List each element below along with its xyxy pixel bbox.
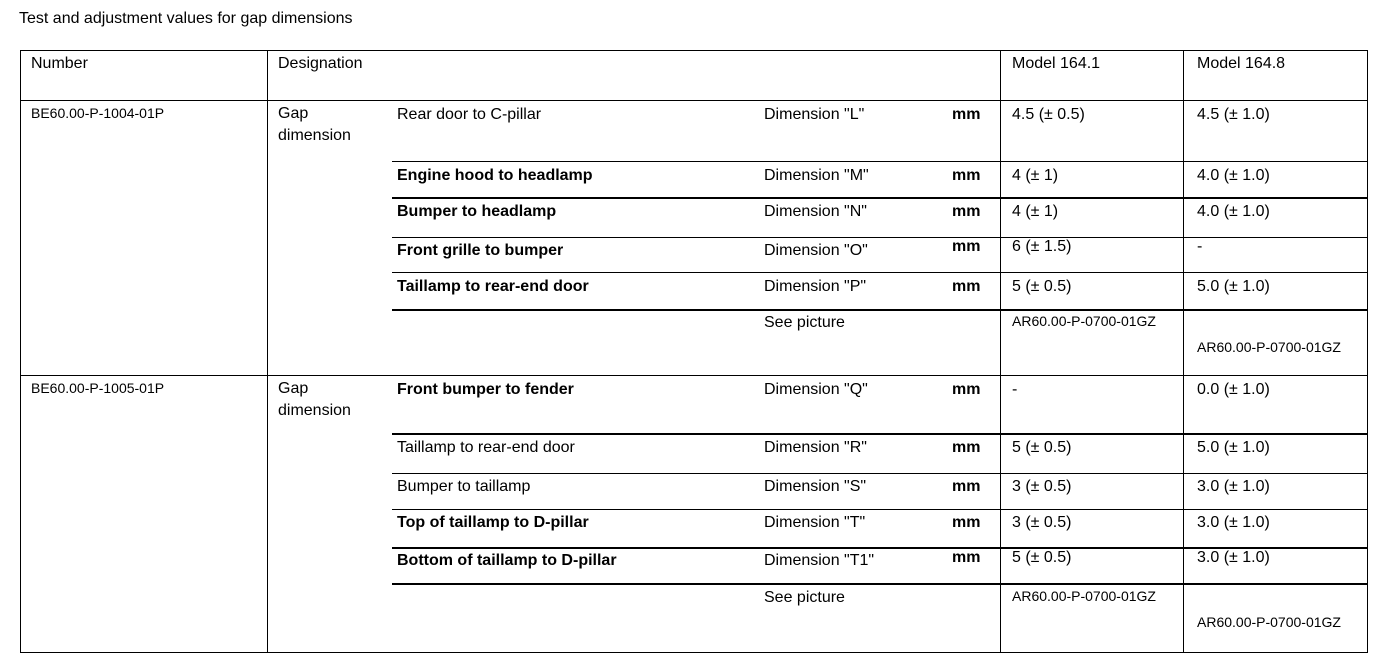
model2-value: 4.0 (± 1.0): [1197, 203, 1270, 220]
row-divider: [392, 272, 1367, 273]
header-number: Number: [31, 55, 88, 72]
item-name: Front grille to bumper: [397, 242, 564, 259]
col-divider: [1183, 51, 1184, 652]
dimension-label: Dimension "T1": [764, 552, 875, 569]
row-divider: [392, 433, 1367, 435]
dimension-label: Dimension "P": [764, 278, 867, 295]
model1-value: 3 (± 0.5): [1012, 514, 1072, 531]
unit-label: mm: [952, 549, 981, 566]
item-name: Bumper to taillamp: [397, 478, 531, 495]
row-divider: [392, 509, 1367, 510]
model2-value: -: [1197, 238, 1203, 255]
model1-value: 5 (± 0.5): [1012, 278, 1072, 295]
group-number: BE60.00-P-1004-01P: [31, 105, 165, 121]
dimension-label: Dimension "M": [764, 167, 869, 184]
page-title: Test and adjustment values for gap dimensions: [19, 10, 353, 27]
model2-value: 5.0 (± 1.0): [1197, 278, 1270, 295]
row-divider: [392, 237, 1367, 238]
model1-value: 3 (± 0.5): [1012, 478, 1072, 495]
model2-value: 4.5 (± 1.0): [1197, 106, 1270, 123]
dimension-label: Dimension "S": [764, 478, 867, 495]
row-divider: [392, 473, 1367, 474]
unit-label: mm: [952, 278, 981, 295]
model2-value: 5.0 (± 1.0): [1197, 439, 1270, 456]
unit-label: mm: [952, 381, 981, 398]
dimension-label: Dimension "O": [764, 242, 868, 259]
model1-value: -: [1012, 381, 1018, 398]
row-divider: [392, 161, 1367, 162]
unit-label: mm: [952, 439, 981, 456]
dimension-label: Dimension "L": [764, 106, 865, 123]
picture-ref-model1[interactable]: AR60.00-P-0700-01GZ: [1012, 588, 1156, 604]
model2-value: 3.0 (± 1.0): [1197, 514, 1270, 531]
header-model-164-8: Model 164.8: [1197, 55, 1286, 72]
model1-value: 4.5 (± 0.5): [1012, 106, 1085, 123]
group-category: Gap dimension: [278, 105, 351, 144]
dimension-label: Dimension "R": [764, 439, 867, 456]
gap-dimensions-table: [20, 50, 1368, 653]
model1-value: 4 (± 1): [1012, 167, 1059, 184]
picture-ref-model1[interactable]: AR60.00-P-0700-01GZ: [1012, 313, 1156, 329]
model2-value: 0.0 (± 1.0): [1197, 381, 1270, 398]
see-picture-label: See picture: [764, 589, 845, 606]
group-number: BE60.00-P-1005-01P: [31, 380, 165, 396]
unit-label: mm: [952, 478, 981, 495]
header-divider: [21, 100, 1367, 101]
header-designation: Designation: [278, 55, 363, 72]
model1-value: 5 (± 0.5): [1012, 439, 1072, 456]
item-name: Bottom of taillamp to D-pillar: [397, 552, 617, 569]
item-name: Front bumper to fender: [397, 381, 574, 398]
row-divider: [392, 309, 1367, 311]
row-divider: [392, 197, 1367, 199]
model2-value: 3.0 (± 1.0): [1197, 478, 1270, 495]
model1-value: 6 (± 1.5): [1012, 238, 1072, 255]
picture-ref-model2[interactable]: AR60.00-P-0700-01GZ: [1197, 339, 1341, 355]
model1-value: 5 (± 0.5): [1012, 549, 1072, 566]
dimension-label: Dimension "N": [764, 203, 867, 220]
picture-ref-model2[interactable]: AR60.00-P-0700-01GZ: [1197, 614, 1341, 630]
dimension-label: Dimension "T": [764, 514, 866, 531]
model2-value: 4.0 (± 1.0): [1197, 167, 1270, 184]
item-name: Bumper to headlamp: [397, 203, 557, 220]
item-name: Taillamp to rear-end door: [397, 278, 589, 295]
unit-label: mm: [952, 238, 981, 255]
model1-value: 4 (± 1): [1012, 203, 1059, 220]
item-name: Engine hood to headlamp: [397, 167, 593, 184]
model2-value: 3.0 (± 1.0): [1197, 549, 1270, 566]
header-model-164-1: Model 164.1: [1012, 55, 1101, 72]
unit-label: mm: [952, 106, 981, 123]
group-divider: [21, 375, 1367, 376]
dimension-label: Dimension "Q": [764, 381, 868, 398]
see-picture-label: See picture: [764, 314, 845, 331]
unit-label: mm: [952, 203, 981, 220]
item-name: Taillamp to rear-end door: [397, 439, 575, 456]
group-category: Gap dimension: [278, 380, 351, 419]
col-divider: [267, 51, 268, 652]
col-divider: [1000, 51, 1001, 652]
unit-label: mm: [952, 167, 981, 184]
item-name: Top of taillamp to D-pillar: [397, 514, 589, 531]
row-divider: [392, 583, 1367, 585]
item-name: Rear door to C-pillar: [397, 106, 542, 123]
unit-label: mm: [952, 514, 981, 531]
